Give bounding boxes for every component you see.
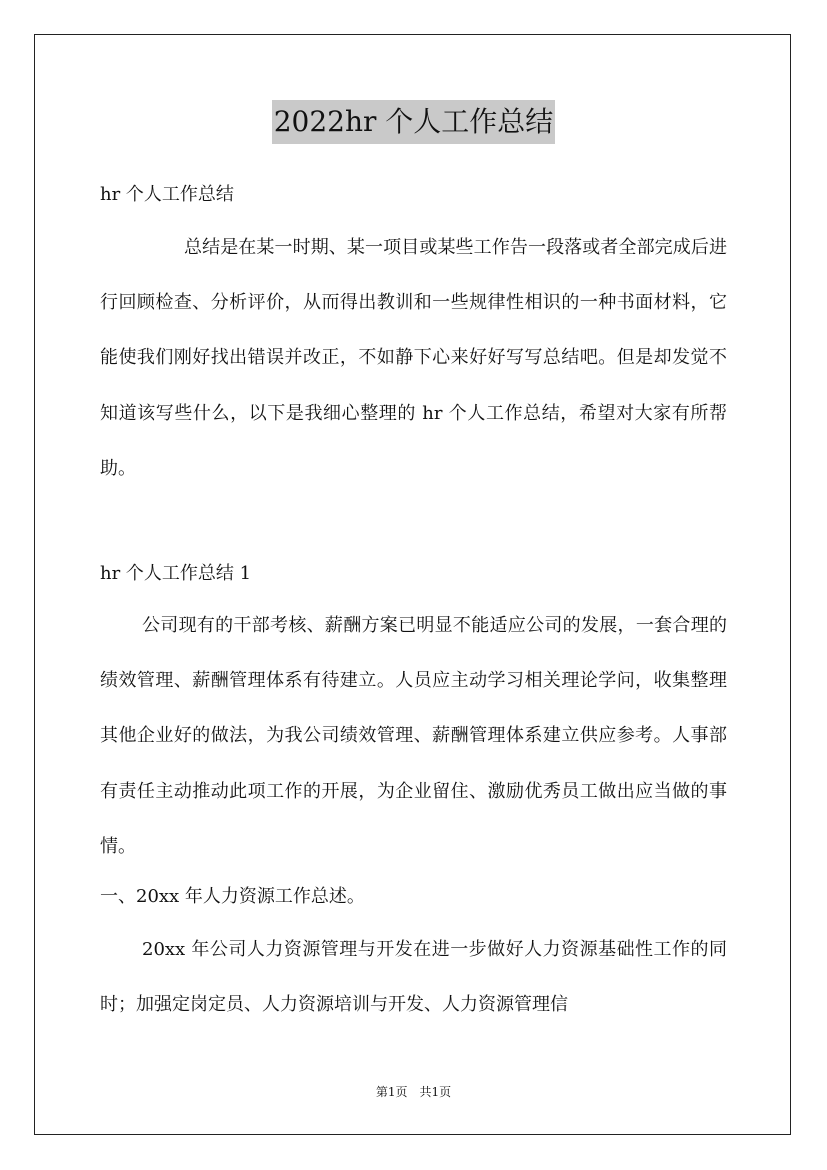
- subsection-paragraph: 20xx 年公司人力资源管理与开发在进一步做好人力资源基础性工作的同时；加强定岗定员、人力资源培训与开发、人力资源管理信: [100, 939, 727, 1016]
- title-container: [0, 100, 827, 144]
- page-footer: [0, 1084, 827, 1100]
- intro-paragraph: 总结是在某一时期、某一项目或某些工作告一段落或者全部完成后进行回顾检查、分析评价，从而得出教训和一些规律性相识的一种书面材料，它能使我们刚好找出错误并改正，不如静下心来好好写写总结吧。但是却发觉不知道该写些什么，以下是我细心整理的 hr 个人工作总结，希望对大家有所帮助。: [100, 237, 727, 479]
- page-number: 第1页: [375, 1085, 408, 1099]
- subsection-heading: 一、20xx 年人力资源工作总述。: [100, 886, 365, 907]
- section1-heading: hr 个人工作总结 1: [100, 563, 252, 584]
- document-title: 2022hr 个人工作总结: [272, 100, 556, 144]
- section1-paragraph: 公司现有的干部考核、薪酬方案已明显不能适应公司的发展，一套合理的绩效管理、薪酬管理体系有待建立。人员应主动学习相关理论学问，收集整理其他企业好的做法，为我公司绩效管理、薪酬管理体系建立供应参考。人事部有责任主动推动此项工作的开展，为企业留住、激励优秀员工做出应当做的事情。: [100, 615, 727, 857]
- intro-heading: hr 个人工作总结: [100, 184, 234, 205]
- page-total: 共1页: [419, 1085, 452, 1099]
